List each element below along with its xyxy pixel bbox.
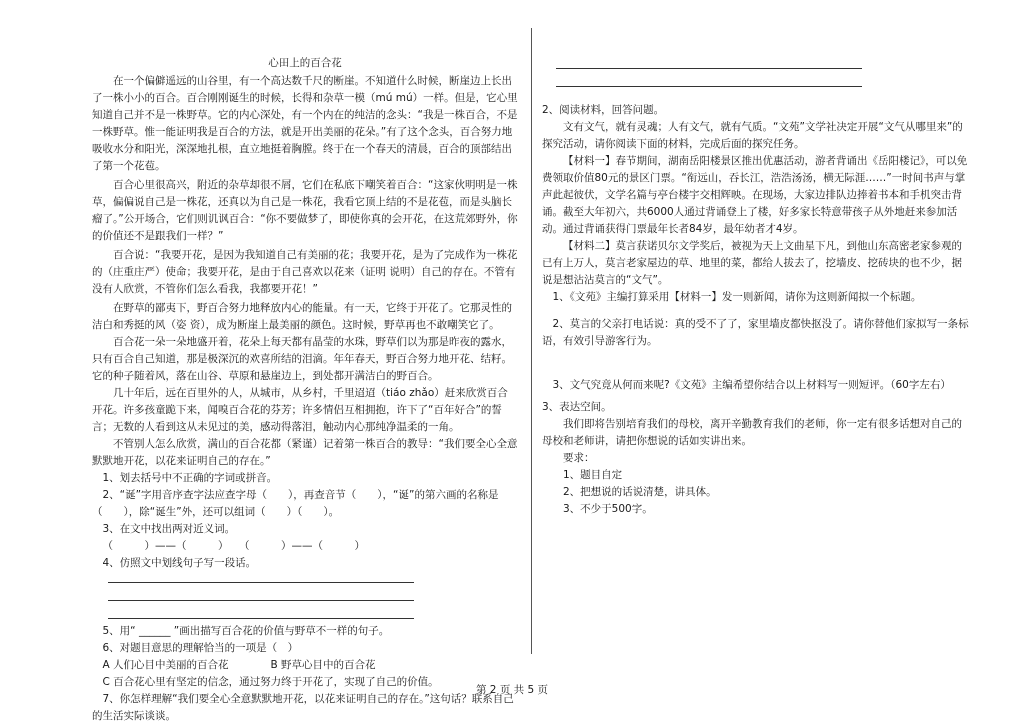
answer-line [556, 86, 862, 87]
paragraph-5: 百合花一朵一朵地盛开着，花朵上每天都有晶莹的水珠，野草们以为那是昨夜的露水，只有百合自己知道，那是极深沉的欢喜所结的泪滴。年年春天，野百合努力地开花、结籽。它的种子随着风，落在山谷、草原和悬崖边上，到处都开满洁白的野百合。 [92, 336, 512, 382]
question-3: 3、在文中找出两对近义词。 [102, 523, 236, 535]
question-6: 6、对题目意思的理解恰当的一项是（ ） [102, 642, 299, 654]
question-6-option-c: C 百合花心里有坚定的信念，通过努力终于开花了，实现了自己的价值。 [102, 676, 439, 688]
column-divider [531, 28, 532, 654]
paragraph-6: 几十年后，远在百里外的人，从城市，从乡村，千里迢迢（tiáo zhǎo）赶来欣赏百合开花。许多孩童跪下来，闻嗅百合花的芬芳；许多情侣互相拥抱，许下了“百年好合”的誓言；无数的人看到这从未见过的美，感动得落泪，触动内心那纯净温柔的一角。 [92, 387, 508, 433]
question-3-text: 我们即将告别培育我们的母校，离开辛勤教育我们的老师，你一定有很多话想对自己的母校和老师讲，请把你想说的话如实讲出来。 [542, 418, 962, 447]
sub-question-3-block [542, 377, 972, 394]
answer-line [108, 618, 414, 619]
question-3-blanks: （ ）——（ ） （ ）——（ ） [102, 540, 365, 552]
requirements-title: 要求： [563, 452, 595, 464]
answer-line [556, 68, 862, 69]
question-3-title: 3、表达空间。 [542, 401, 612, 413]
requirement-2: 2、把想说的话说清楚，讲具体。 [563, 486, 717, 498]
page-number: 第 2 页 共 5 页 [475, 684, 549, 696]
paragraph-2: 百合心里很高兴，附近的杂草却很不屑，它们在私底下嘲笑着百合：“这家伙明明是一株草，偏偏说自己是一株花，还真以为自己是一株花，我看它顶上结的不是花苞，而是头脑长瘤了。”公开场合，它们则讥讽百合：“你不要做梦了，即使你真的会开花，在这荒郊野外，你的价值还不是跟我们一样？” [92, 179, 518, 242]
question-5: 5、用“ ______ ”画出描写百合花的价值与野草不一样的句子。 [102, 625, 390, 637]
material-2: 【材料二】莫言获诺贝尔文学奖后，被视为天上文曲星下凡，到他山东高密老家参观的已有上万人，莫言老家屋边的草、地里的菜，都给人拔去了，挖墙皮、挖砖块的也不少，据说是想沾沾莫言的“文气”。 [542, 240, 962, 286]
requirement-1: 1、题目自定 [563, 469, 623, 481]
passage-title: 心田上的百合花 [268, 57, 342, 69]
answer-lines-top [556, 68, 862, 87]
answer-lines-q4 [92, 582, 414, 619]
answer-line [108, 600, 414, 601]
question-7: 7、你怎样理解“我们要全心全意默默地开花，以花来证明自己的存在。”这句话？联系自己的生活实际谈谈。 [92, 693, 514, 722]
question-4: 4、仿照文中划线句子写一段话。 [102, 557, 257, 569]
paragraph-1: 在一个偏僻遥远的山谷里，有一个高达数千尺的断崖。不知道什么时候，断崖边上长出了一株小小的百合。百合刚刚诞生的时候，长得和杂草一模（mú mú）一样。但是，它心里知道自己并不是一株野草。它的内心深处，有一个内在的纯洁的念头：“我是一株百合，不是一株野草。惟一能证明我是百合的方法，就是开出美丽的花朵。”有了这个念头，百合努力地吸收水分和阳光，深深地扎根，直立地挺着胸膛。终于在一个春天的清晨，百合的顶部结出了第一个花苞。 [92, 75, 518, 172]
question-2-block [542, 102, 972, 306]
paragraph-4: 在野草的鄙夷下，野百合努力地释放内心的能量。有一天，它终于开花了。它那灵性的洁白和秀挺的风（姿 资），成为断崖上最美丽的颜色。这时候，野草再也不敢嘲笑它了。 [92, 302, 512, 331]
question-2-title: 2、阅读材料，回答问题。 [542, 104, 665, 116]
answer-line [108, 582, 414, 583]
question-3-block [542, 399, 972, 518]
sub-question-2-block [542, 316, 972, 350]
paragraph-3: 百合说：“我要开花，是因为我知道自己有美丽的花；我要开花，是为了完成作为一株花的（庄重庄严）使命；我要开花，是由于自己喜欢以花来（证明 说明）自己的存在。不管有没有人欣赏，不管你们怎么看我，我都要开花！” [92, 249, 518, 295]
sub-question-1: 1、《文苑》主编打算采用【材料一】发一则新闻，请你为这则新闻拟一个标题。 [552, 291, 922, 303]
question-1: 1、划去括号中不正确的字词或拼音。 [102, 472, 278, 484]
question-2: 2、“诞”字用音序查字法应查字母（ ），再查音节（ ），“诞”的第六画的名称是（ ），除“诞生”外，还可以组词（ ）（ ）。 [92, 489, 499, 518]
paragraph-7: 不管别人怎么欣赏，满山的百合花都（紧谨）记着第一株百合的教导：“我们要全心全意默默地开花，以花来证明自己的存在。” [92, 438, 518, 467]
material-1: 【材料一】春节期间，湖南岳阳楼景区推出优惠活动，游者背诵出《岳阳楼记》，可以免费领取价值80元的景区门票。“衔远山，吞长江，浩浩汤汤，横无际涯……”一时间书声与掌声此起彼伏，文学名篇与亭台楼宇交相辉映。在现场，大家边排队边捧着书本和手机突击背诵。截至大年初六，共6000人通过背诵登上了楼，好多家长特意带孩子从外地赶来参加活动。通过背诵获得门票最年长者84岁，最年幼者才4岁。 [542, 155, 968, 235]
question-6-option-ab: A 人们心目中美丽的百合花 B 野草心目中的百合花 [102, 659, 376, 671]
sub-question-2: 2、莫言的父亲打电话说：真的受不了了，家里墙皮都快抠没了。请你替他们家拟写一条标语，有效引导游客行为。 [542, 318, 969, 347]
sub-question-3: 3、文气究竟从何而来呢?《文苑》主编希望你结合以上材料写一则短评。（60字左右） [552, 379, 951, 391]
question-2-intro: 文有文气，就有灵魂；人有文气，就有气质。“文苑”文学社决定开展“文气从哪里来”的探究活动，请你阅读下面的材料，完成后面的探究任务。 [542, 121, 963, 150]
requirement-3: 3、不少于500字。 [563, 503, 653, 515]
left-column [92, 0, 518, 725]
